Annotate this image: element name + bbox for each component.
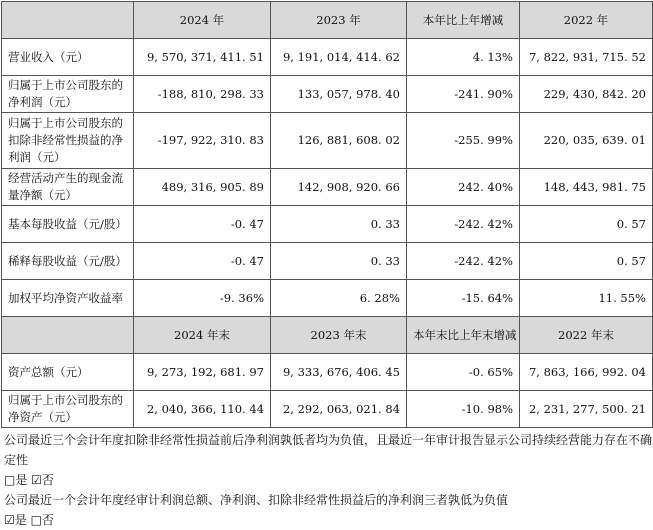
- value-change: -242. 42%: [407, 243, 520, 280]
- table-row: [2, 76, 653, 113]
- note-answer-2: ☑是 □否: [4, 513, 54, 527]
- value-2024: -197, 922, 310. 83: [134, 113, 271, 169]
- subheader-blank-cell: [2, 317, 134, 354]
- value-2024: 489, 316, 905. 89: [134, 169, 271, 206]
- value-change: -0. 65%: [407, 354, 520, 391]
- table-row: [2, 169, 653, 206]
- value-2022: 148, 443, 981. 75: [520, 169, 653, 206]
- subheader-2023-end: 2023 年末: [271, 317, 407, 354]
- value-2023: 9, 191, 014, 414. 62: [271, 39, 407, 76]
- financial-data-table: [1, 1, 653, 428]
- row-label: 归属于上市公司股东的净资产（元）: [2, 391, 134, 428]
- value-2023: 142, 908, 920. 66: [271, 169, 407, 206]
- row-label: 基本每股收益（元/股）: [2, 206, 134, 243]
- value-change: -255. 99%: [407, 113, 520, 169]
- subheader-2022-end: 2022 年末: [520, 317, 653, 354]
- value-2024: 9, 570, 371, 411. 51: [134, 39, 271, 76]
- table-header-row: [2, 2, 653, 39]
- row-label: 稀释每股收益（元/股）: [2, 243, 134, 280]
- value-2023: 2, 292, 063, 021. 84: [271, 391, 407, 428]
- value-2022: 0. 57: [520, 206, 653, 243]
- subheader-2024-end: 2024 年末: [134, 317, 271, 354]
- note-question-2: 公司最近一个会计年度经审计利润总额、净利润、扣除非经常性损益后的净利润三者孰低为负值: [4, 493, 509, 507]
- value-2022: 229, 430, 842. 20: [520, 76, 653, 113]
- row-label: 归属于上市公司股东的净利润（元）: [2, 76, 134, 113]
- row-label: 营业收入（元）: [2, 39, 134, 76]
- table-row: [2, 113, 653, 169]
- row-label: 资产总额（元）: [2, 354, 134, 391]
- row-label: 加权平均净资产收益率: [2, 280, 134, 317]
- row-label: 经营活动产生的现金流量净额（元）: [2, 169, 134, 206]
- value-2023: 126, 881, 608. 02: [271, 113, 407, 169]
- table-row: [2, 354, 653, 391]
- value-2023: 6. 28%: [271, 280, 407, 317]
- value-2024: -9. 36%: [134, 280, 271, 317]
- value-change: -242. 42%: [407, 206, 520, 243]
- value-2023: 9, 333, 676, 406. 45: [271, 354, 407, 391]
- value-2022: 7, 863, 166, 992. 04: [520, 354, 653, 391]
- value-2022: 11. 55%: [520, 280, 653, 317]
- value-change: -241. 90%: [407, 76, 520, 113]
- table-row: [2, 39, 653, 76]
- value-change: -10. 98%: [407, 391, 520, 428]
- value-2022: 0. 57: [520, 243, 653, 280]
- header-2023: 2023 年: [271, 2, 407, 39]
- table-row: [2, 280, 653, 317]
- table-row: [2, 391, 653, 428]
- header-2024: 2024 年: [134, 2, 271, 39]
- header-2022: 2022 年: [520, 2, 653, 39]
- note-answer-1: □是 ☑否: [4, 473, 54, 487]
- row-label: 归属于上市公司股东的扣除非经常性损益的净利润（元）: [2, 113, 134, 169]
- value-2023: 133, 057, 978. 40: [271, 76, 407, 113]
- note-question-1: 公司最近三个会计年度扣除非经常性损益前后净利润孰低者均为负值，且最近一年审计报告显示公司持续经营能力存在不确定性: [4, 433, 653, 467]
- header-blank-cell: [2, 2, 134, 39]
- value-2024: -0. 47: [134, 243, 271, 280]
- table-row: [2, 206, 653, 243]
- table-subheader-row: [2, 317, 653, 354]
- table-row: [2, 243, 653, 280]
- value-2024: 9, 273, 192, 681. 97: [134, 354, 271, 391]
- value-change: -15. 64%: [407, 280, 520, 317]
- value-2022: 2, 231, 277, 500. 21: [520, 391, 653, 428]
- value-change: 242. 40%: [407, 169, 520, 206]
- value-2023: 0. 33: [271, 206, 407, 243]
- value-2022: 220, 035, 639. 01: [520, 113, 653, 169]
- value-2024: 2, 040, 366, 110. 44: [134, 391, 271, 428]
- header-change: 本年比上年增减: [407, 2, 520, 39]
- value-2023: 0. 33: [271, 243, 407, 280]
- subheader-change: 本年末比上年末增减: [407, 317, 520, 354]
- value-change: 4. 13%: [407, 39, 520, 76]
- value-2022: 7, 822, 931, 715. 52: [520, 39, 653, 76]
- value-2024: -0. 47: [134, 206, 271, 243]
- value-2024: -188, 810, 298. 33: [134, 76, 271, 113]
- disclosure-notes: [0, 430, 653, 530]
